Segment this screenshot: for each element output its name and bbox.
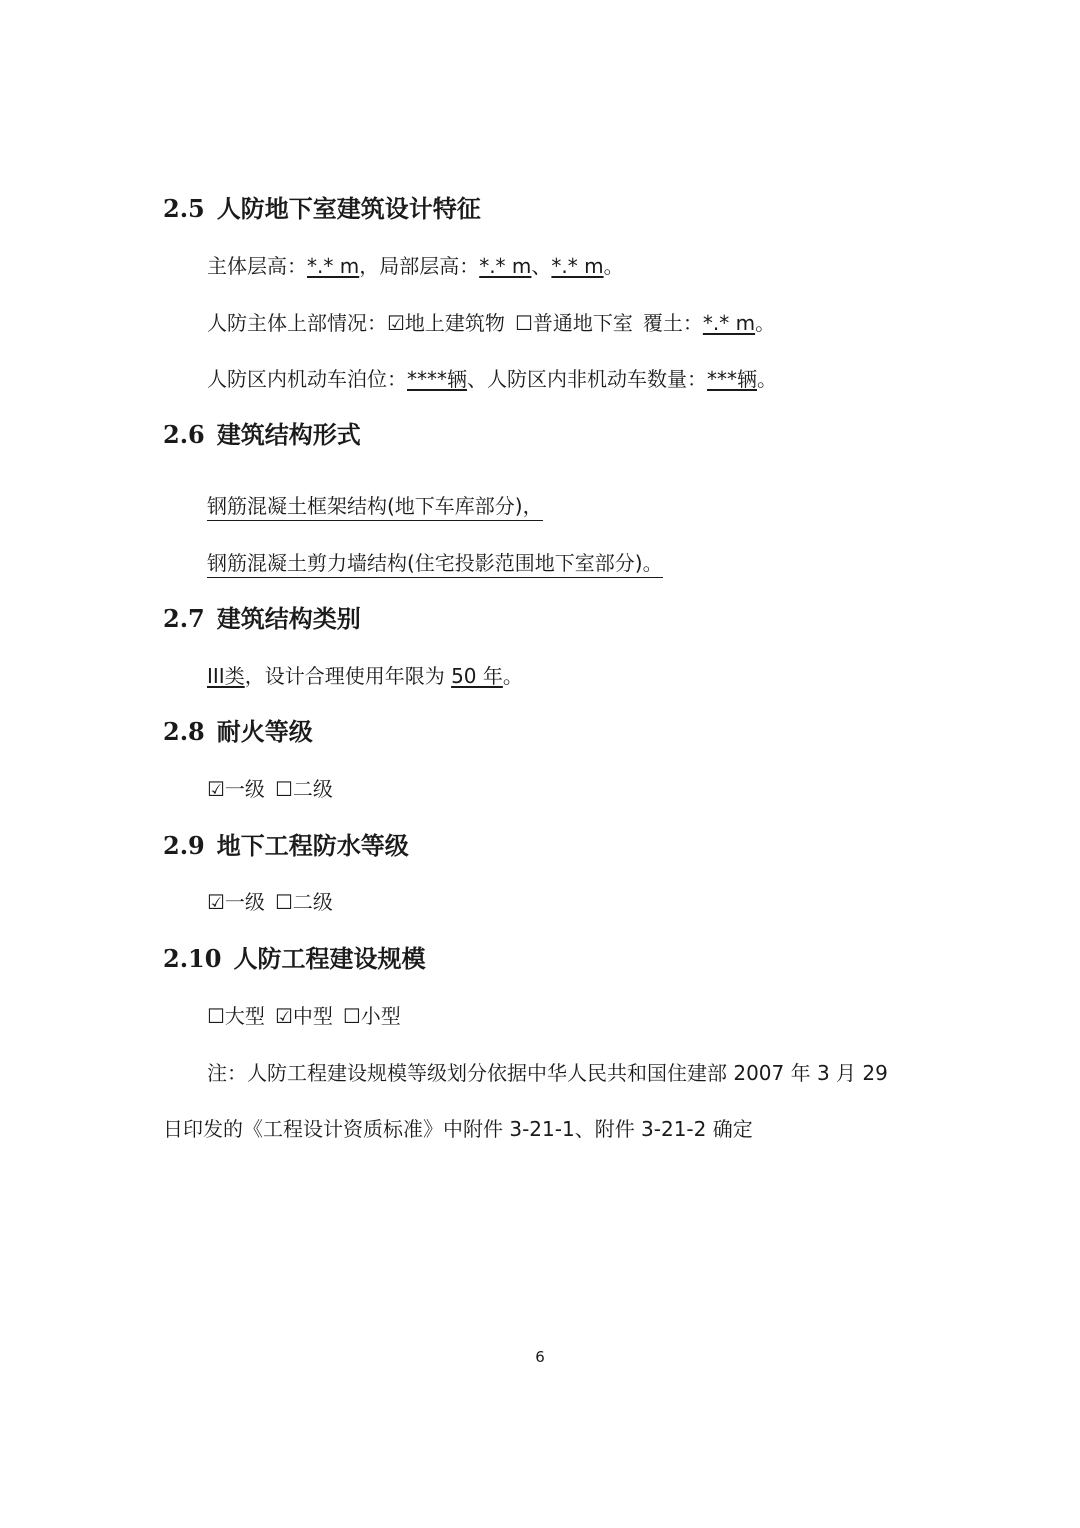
section-2-9-heading	[163, 831, 409, 861]
section-2-10-heading	[163, 944, 425, 974]
checkbox-scale-small[interactable]: ☐小型	[342, 1004, 401, 1028]
parking-line	[207, 365, 777, 393]
period: 。	[502, 664, 523, 688]
value-nonmotor-count: ***辆	[707, 367, 757, 391]
label-nonmotor-count: 、人防区内非机动车数量：	[467, 367, 707, 391]
separator: 、	[531, 254, 552, 278]
section-number: 2.7	[163, 604, 205, 633]
value-main-height: *.* m	[307, 254, 360, 278]
section-title: 人防地下室建筑设计特征	[216, 195, 481, 223]
checkbox-fire-grade-1[interactable]: ☑一级	[207, 777, 265, 801]
value-category: III类	[207, 664, 245, 688]
label-motor-parking: 人防区内机动车泊位：	[207, 367, 407, 391]
label-soil-cover: 覆土：	[642, 311, 703, 335]
section-2-8-heading	[163, 717, 313, 747]
value-local-height-2: *.* m	[551, 254, 604, 278]
section-number: 2.5	[163, 194, 205, 223]
note-line-2: 日印发的《工程设计资质标准》中附件 3-21-1、附件 3-21-2 确定	[163, 1117, 753, 1141]
checkbox-waterproof-grade-2[interactable]: ☐二级	[274, 890, 333, 914]
section-number: 2.9	[163, 831, 205, 860]
structure-shear-wall: 钢筋混凝土剪力墙结构(住宅投影范围地下室部分)。	[207, 551, 663, 578]
scale-options	[207, 1002, 401, 1030]
waterproof-options	[207, 888, 333, 916]
value-local-height-1: *.* m	[479, 254, 532, 278]
page-number: 6	[535, 1348, 545, 1366]
upper-condition-line	[207, 309, 775, 337]
floor-height-line	[207, 252, 624, 280]
checkbox-ordinary-basement[interactable]: ☐普通地下室	[514, 311, 633, 335]
section-title: 地下工程防水等级	[216, 832, 409, 860]
structure-line-1	[207, 492, 543, 520]
section-title: 建筑结构形式	[216, 421, 361, 449]
period: 。	[757, 367, 777, 391]
section-number: 2.6	[163, 420, 205, 449]
checkbox-waterproof-grade-1[interactable]: ☑一级	[207, 890, 265, 914]
period: 。	[603, 254, 624, 278]
note-line-1: 注：人防工程建设规模等级划分依据中华人民共和国住建部 2007 年 3 月 29	[207, 1061, 888, 1085]
structure-category-line	[207, 662, 523, 690]
fire-rating-options	[207, 775, 333, 803]
section-2-6-heading	[163, 420, 361, 450]
label-local-height: ，局部层高：	[359, 254, 480, 278]
structure-line-2	[207, 549, 663, 577]
section-title: 耐火等级	[216, 718, 313, 746]
value-motor-parking: ****辆	[407, 367, 467, 391]
label-design-life: ，设计合理使用年限为	[244, 664, 452, 688]
section-title: 建筑结构类别	[216, 605, 361, 633]
section-2-7-heading	[163, 604, 361, 634]
value-soil-cover: *.* m	[702, 311, 756, 335]
section-title: 人防工程建设规模	[233, 945, 426, 973]
label-main-height: 主体层高：	[207, 254, 307, 278]
checkbox-above-ground-building[interactable]: ☑地上建筑物	[387, 311, 505, 335]
label-upper-condition: 人防主体上部情况：	[207, 311, 387, 335]
period: 。	[755, 311, 776, 335]
structure-frame: 钢筋混凝土框架结构(地下车库部分)，	[207, 494, 543, 521]
value-design-life: 50 年	[451, 664, 503, 688]
checkbox-scale-large[interactable]: ☐大型	[207, 1004, 265, 1028]
checkbox-fire-grade-2[interactable]: ☐二级	[274, 777, 333, 801]
section-number: 2.10	[163, 944, 222, 973]
checkbox-scale-medium[interactable]: ☑中型	[274, 1004, 333, 1028]
section-2-5-heading	[163, 194, 481, 224]
section-number: 2.8	[163, 717, 205, 746]
